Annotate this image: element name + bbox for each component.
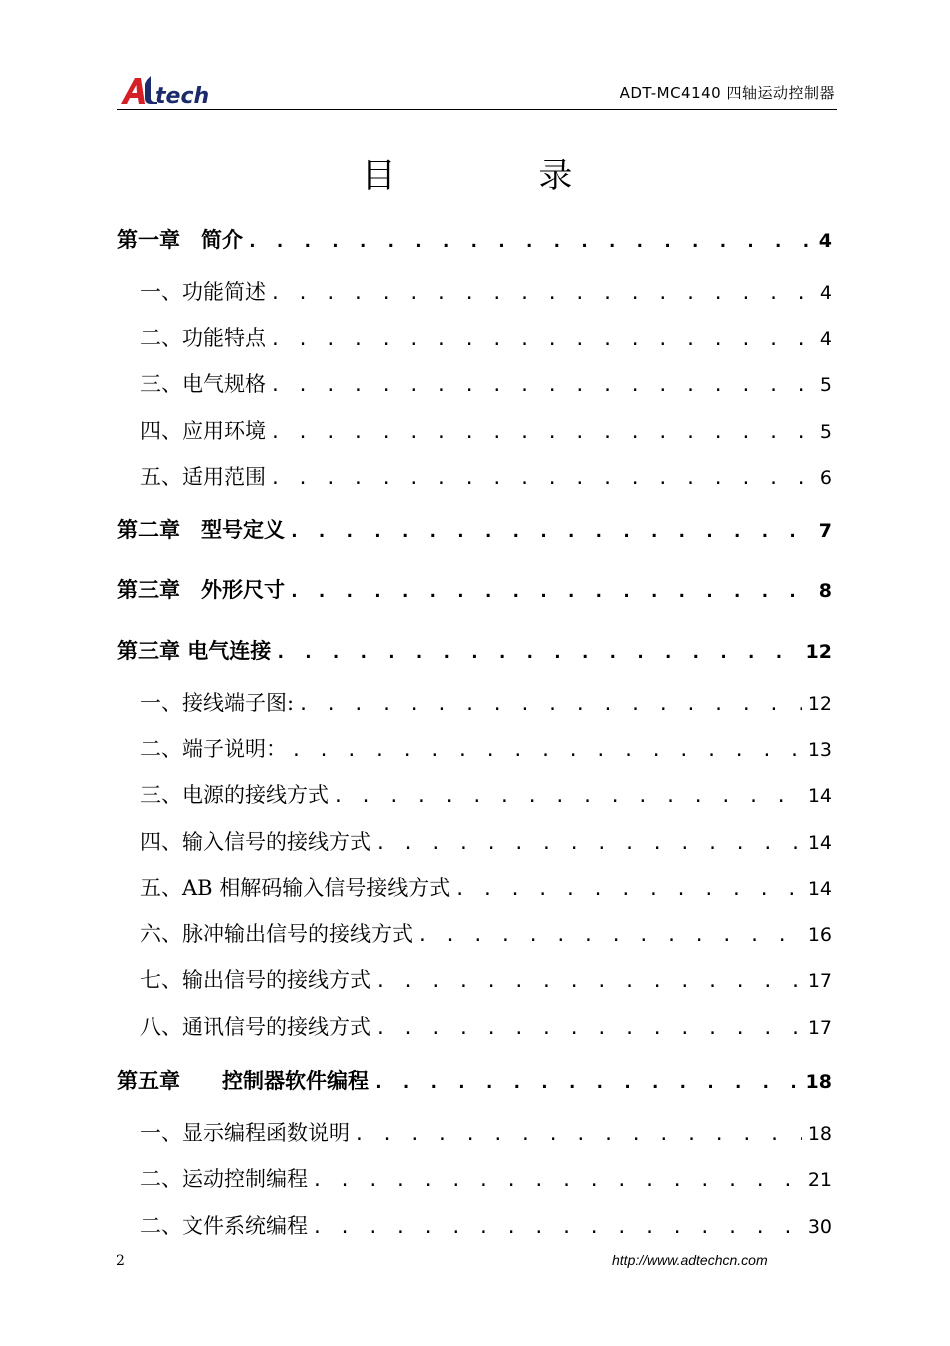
toc-section-entry[interactable] — [140, 1212, 832, 1240]
toc-chapter-entry[interactable] — [117, 1067, 832, 1095]
toc-leader-dots — [417, 922, 802, 948]
page-title: 目 录 — [361, 156, 619, 196]
toc-entry-label: 第一章 简介 — [117, 228, 243, 252]
toc-entry-label: 七、输出信号的接线方式 — [140, 968, 371, 992]
toc-leader-dots — [275, 639, 799, 665]
toc-chapter-entry[interactable] — [117, 576, 832, 604]
toc-entry-page: 18 — [805, 1071, 832, 1093]
toc-entry-label: 二、文件系统编程 — [140, 1214, 308, 1238]
toc-leader-dots — [373, 1069, 800, 1095]
toc-section-entry[interactable] — [140, 689, 832, 717]
toc-entry-page: 12 — [805, 641, 832, 663]
toc-entry-label: 二、运动控制编程 — [140, 1167, 308, 1191]
toc-section-entry[interactable] — [140, 417, 832, 445]
toc-leader-dots — [454, 876, 802, 902]
toc-section-entry[interactable] — [140, 1119, 832, 1147]
toc-entry-page: 4 — [818, 230, 832, 252]
footer-url[interactable]: http://www.adtechcn.com — [612, 1252, 768, 1268]
toc-entry-page: 13 — [807, 739, 832, 761]
toc-leader-dots — [247, 228, 813, 254]
toc-entry-label: 第三章 外形尺寸 — [117, 578, 285, 602]
toc-entry-page: 18 — [807, 1123, 832, 1145]
toc-section-entry[interactable] — [140, 966, 832, 994]
toc-entry-page: 12 — [807, 693, 832, 715]
toc-leader-dots — [375, 1015, 802, 1041]
toc-entry-label: 一、接线端子图: — [140, 691, 295, 715]
toc-section-entry[interactable] — [140, 370, 832, 398]
toc-entry-label: 二、功能特点 — [140, 326, 266, 350]
toc-entry-label: 八、通讯信号的接线方式 — [140, 1015, 371, 1039]
toc-entry-page: 7 — [818, 520, 832, 542]
toc-entry-label: 三、电气规格 — [140, 372, 266, 396]
toc-entry-page: 17 — [807, 1017, 832, 1039]
toc-section-entry[interactable] — [140, 278, 832, 306]
toc-entry-label: 第五章 控制器软件编程 — [117, 1069, 369, 1093]
toc-leader-dots — [312, 1167, 802, 1193]
toc-section-entry[interactable] — [140, 781, 832, 809]
toc-section-entry[interactable] — [140, 1013, 832, 1041]
toc-entry-label: 六、脉冲输出信号的接线方式 — [140, 922, 413, 946]
toc-section-entry[interactable] — [140, 828, 832, 856]
toc-entry-page: 5 — [819, 421, 832, 443]
toc-entry-label: 二、端子说明： — [140, 737, 287, 761]
toc-entry-page: 4 — [819, 282, 832, 304]
toc-entry-page: 14 — [807, 785, 832, 807]
toc-leader-dots — [270, 465, 814, 491]
toc-leader-dots — [270, 419, 814, 445]
header-title: ADT-MC4140 四轴运动控制器 — [619, 84, 835, 102]
toc-section-entry[interactable] — [140, 1165, 832, 1193]
toc-leader-dots — [289, 578, 813, 604]
toc-leader-dots — [298, 691, 802, 717]
toc-chapter-entry[interactable] — [117, 226, 832, 254]
toc-entry-label: 第二章 型号定义 — [117, 518, 285, 542]
toc-chapter-entry[interactable] — [117, 637, 832, 665]
toc-entry-page: 4 — [819, 328, 832, 350]
header-rule — [117, 109, 837, 110]
toc-chapter-entry[interactable] — [117, 516, 832, 544]
toc-section-entry[interactable] — [140, 324, 832, 352]
toc-leader-dots — [354, 1121, 802, 1147]
toc-entry-label: 一、功能简述 — [140, 280, 266, 304]
toc-leader-dots — [270, 326, 814, 352]
toc-entry-label: 一、显示编程函数说明 — [140, 1121, 350, 1145]
toc-section-entry[interactable] — [140, 874, 832, 902]
toc-leader-dots — [375, 830, 802, 856]
toc-entry-page: 17 — [807, 970, 832, 992]
toc-entry-page: 6 — [819, 467, 832, 489]
adtech-logo — [117, 72, 213, 108]
toc-entry-page: 14 — [807, 878, 832, 900]
svg-text:tech: tech — [155, 84, 210, 108]
toc-entry-page: 21 — [807, 1169, 832, 1191]
toc-leader-dots — [270, 372, 814, 398]
toc-entry-page: 5 — [819, 374, 832, 396]
toc-entry-page: 16 — [807, 924, 832, 946]
toc-leader-dots — [289, 518, 813, 544]
toc-entry-label: 四、应用环境 — [140, 419, 266, 443]
toc-entry-label: 五、适用范围 — [140, 465, 266, 489]
toc-leader-dots — [291, 737, 802, 763]
toc-section-entry[interactable] — [140, 920, 832, 948]
toc-section-entry[interactable] — [140, 463, 832, 491]
toc-leader-dots — [375, 968, 802, 994]
toc-leader-dots — [312, 1214, 802, 1240]
toc-entry-page: 8 — [818, 580, 832, 602]
toc-entry-page: 14 — [807, 832, 832, 854]
toc-entry-label: 第三章 电气连接 — [117, 639, 272, 663]
toc-entry-page: 30 — [807, 1216, 832, 1238]
toc-entry-label: 五、AB 相解码输入信号接线方式 — [140, 876, 451, 900]
page-header — [117, 72, 837, 110]
toc-leader-dots — [270, 280, 814, 306]
toc-entry-label: 三、电源的接线方式 — [140, 783, 329, 807]
footer-page-number: 2 — [116, 1253, 125, 1269]
toc-section-entry[interactable] — [140, 735, 832, 763]
toc-entry-label: 四、输入信号的接线方式 — [140, 830, 371, 854]
toc-leader-dots — [333, 783, 802, 809]
